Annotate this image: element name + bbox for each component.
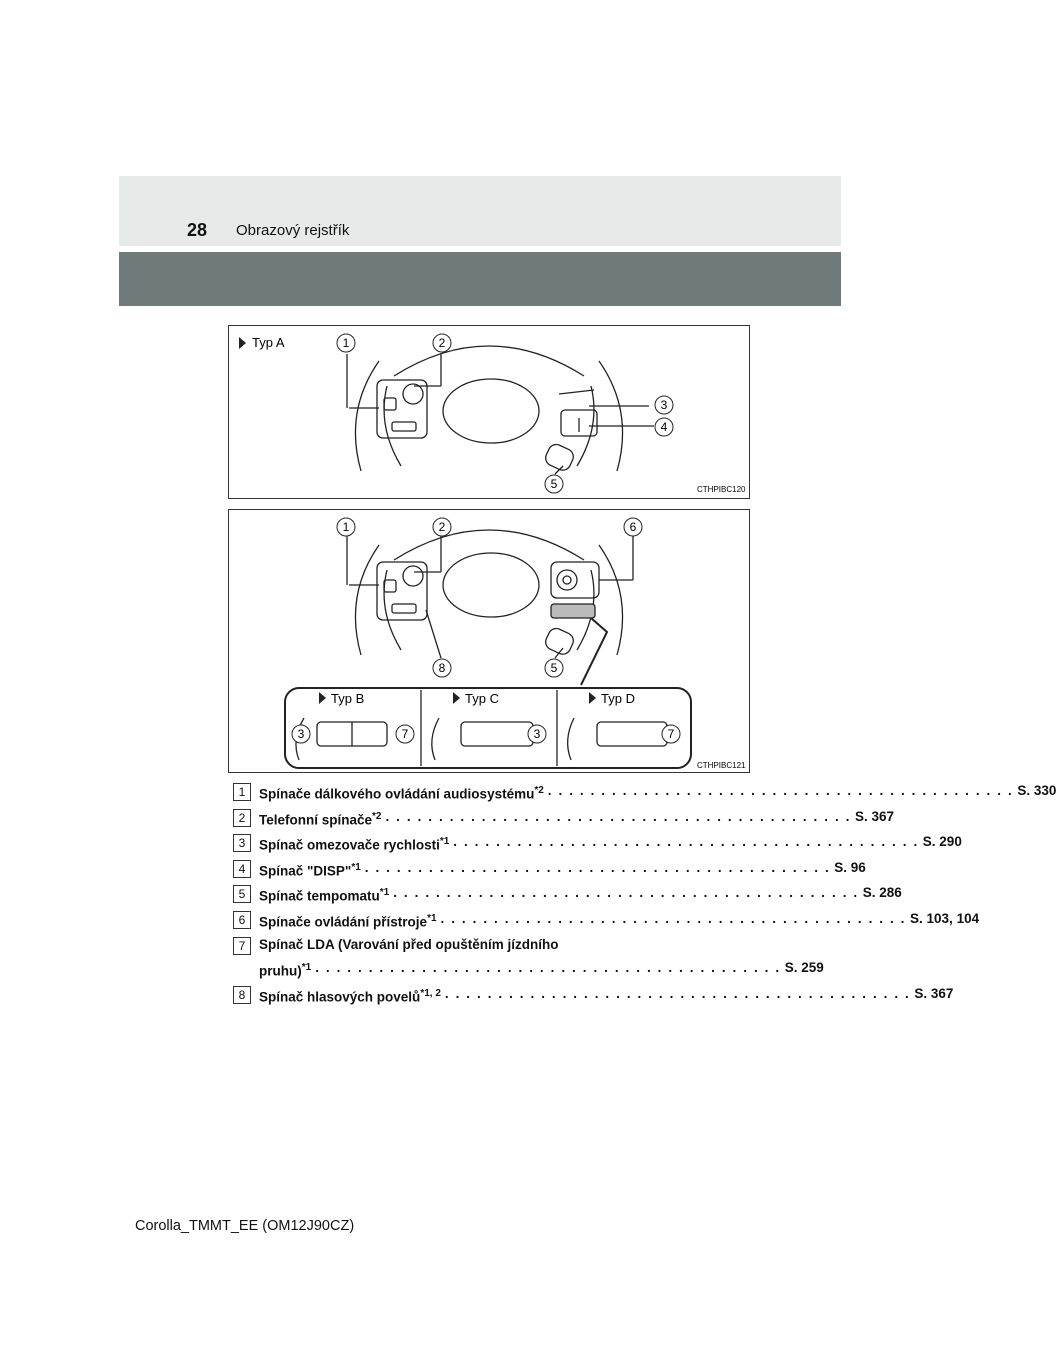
- callout-group: [337, 334, 673, 493]
- svg-text:1: 1: [342, 520, 350, 534]
- svg-text:2: 2: [438, 520, 446, 534]
- list-item: 1 Spínače dálkového ovládání audiosystému$^{*2}$ . . . . . . . . . . . . . . . . . . . . . . . . . . . . . . . . . . . . . . . . . . . . S. 330: [233, 780, 728, 806]
- list-item: 2 Telefonní spínače$^{*2}$ . . . . . . . . . . . . . . . . . . . . . . . . . . . . . . . . . . . . . . . . . . . . S. 367: [233, 806, 728, 832]
- svg-text:2: 2: [438, 336, 446, 350]
- svg-text:5: 5: [550, 477, 558, 491]
- svg-text:7: 7: [667, 727, 675, 741]
- figure-code: CTHPIBC121: [697, 761, 746, 770]
- footer-manual-code: Corolla_TMMT_EE (OM12J90CZ): [135, 1218, 355, 1234]
- svg-text:8: 8: [438, 661, 446, 675]
- svg-text:5: 5: [550, 661, 558, 675]
- wheel-outer-right: [599, 361, 623, 471]
- svg-text:7: 7: [401, 727, 409, 741]
- svg-text:6: 6: [629, 520, 637, 534]
- list-item: 6 Spínače ovládání přístroje$^{*1}$ . . . . . . . . . . . . . . . . . . . . . . . . . . . . . . . . . . . . . . . . . . . . S. 103, 104: [233, 908, 728, 934]
- legend-list: [233, 780, 1056, 1008]
- section-bar: [119, 252, 841, 306]
- list-item: 7 Spínač LDA (Varování před opuštěním jízdního pruhu)$^{*1}$ . . . . . . . . . . . . . . . . . . . . . . . . . . . . . . . . . . . . . . . . . . . . S. 259: [233, 934, 728, 983]
- wheel-top: [394, 346, 584, 376]
- svg-text:4: 4: [660, 420, 668, 434]
- chevron-right-icon: [239, 337, 246, 349]
- chevron-right-icon: [589, 692, 596, 704]
- svg-text:1: 1: [342, 336, 350, 350]
- chevron-right-icon: [453, 692, 460, 704]
- wheel-outer-left: [355, 361, 379, 471]
- type-a-label: Typ A: [252, 335, 285, 350]
- chevron-right-icon: [319, 692, 326, 704]
- type-c-label: Typ C: [465, 691, 499, 706]
- airbag-hub: [443, 379, 539, 443]
- list-item: 4 Spínač "DISP"$^{*1}$ . . . . . . . . . . . . . . . . . . . . . . . . . . . . . . . . . . . . . . . . . . . . S. 96: [233, 857, 728, 883]
- figure-types-bcd: [228, 509, 750, 773]
- page-title: Obrazový rejstřík: [236, 222, 350, 239]
- list-item: 8 Spínač hlasových povelů$^{*1, 2}$ . . . . . . . . . . . . . . . . . . . . . . . . . . . . . . . . . . . . . . . . . . . . S. 367: [233, 983, 728, 1009]
- cruise-lever: [543, 442, 576, 473]
- type-b-label: Typ B: [331, 691, 365, 706]
- list-item: 5 Spínač tempomatu$^{*1}$ . . . . . . . . . . . . . . . . . . . . . . . . . . . . . . . . . . . . . . . . . . . . S. 286: [233, 882, 728, 908]
- svg-text:3: 3: [297, 727, 305, 741]
- header-band: [119, 176, 841, 246]
- page-number: 28: [187, 220, 208, 240]
- svg-text:3: 3: [533, 727, 541, 741]
- svg-text:3: 3: [660, 398, 668, 412]
- type-d-label: Typ D: [601, 691, 635, 706]
- figure-type-a: [228, 325, 750, 499]
- list-item: 3 Spínač omezovače rychlosti$^{*1}$ . . . . . . . . . . . . . . . . . . . . . . . . . . . . . . . . . . . . . . . . . . . . S. 290: [233, 831, 728, 857]
- figure-code: CTHPIBC120: [697, 485, 746, 494]
